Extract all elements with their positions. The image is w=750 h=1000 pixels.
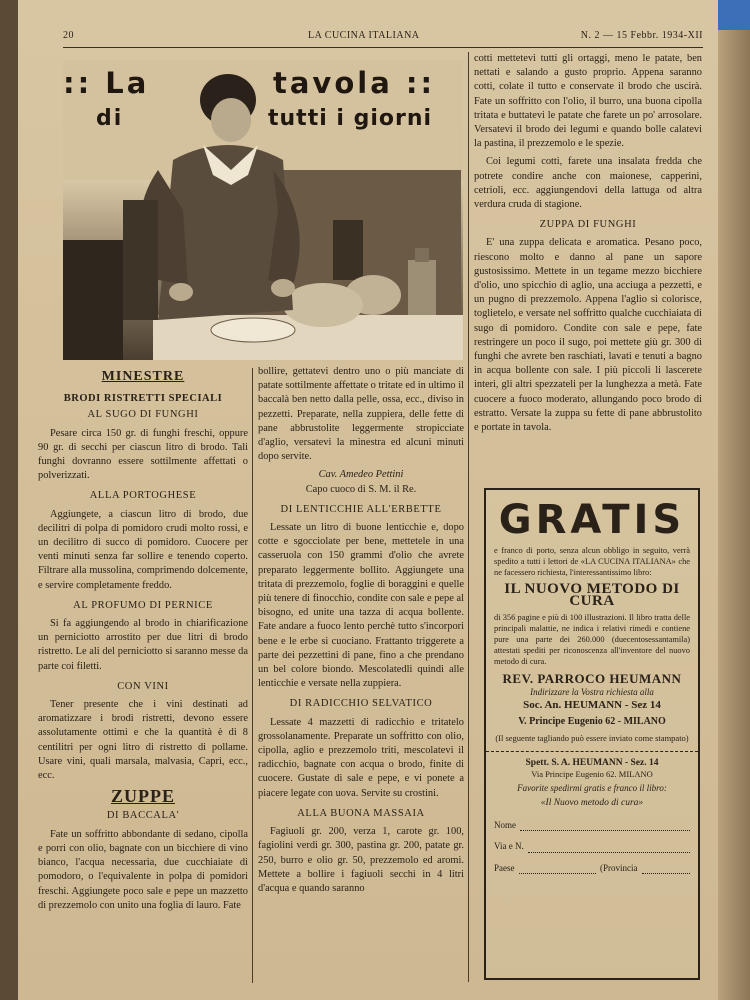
coupon-street-label: Via e N. — [494, 841, 524, 852]
ad-intro: e franco di porto, senza alcun obbligo in seguito, verrà spedito a tutti i lettori de «LA CUCINA ITALIANA» che ne facessero richiesta, l'interessantissimo libro: — [494, 546, 690, 577]
ad-company: Soc. An. HEUMANN - Sez 14 — [523, 699, 661, 712]
section-heading-zuppe: ZUPPE — [110, 786, 175, 807]
ad-book-description: di 356 pagine e più di 100 illustrazioni. Il libro tratta delle principali malattie, ne indica i relativi rimedi e contiene pure una parte dei 260.000 (duecentosessantamila) attestati spediti per riconoscenza all'inventore del nuovo metodo di cura. — [494, 613, 690, 666]
issue-info: N. 2 — 15 Febbr. 1934-XII — [580, 30, 703, 41]
recipe-text-brodi: Pesare circa 150 gr. di funghi freschi, oppure 90 gr. di secchi per ciascun litro di brodo. Tali funghi dovranno essere sottilmente affettati o polverizzati. — [38, 427, 248, 482]
gratis-advertisement — [484, 488, 700, 980]
page-number: 20 — [63, 30, 74, 41]
recipe-title-pernice: AL PROFUMO DI PERNICE — [73, 599, 213, 611]
title-tavola: tavola :: — [273, 66, 436, 100]
column-rule-2 — [468, 52, 469, 982]
title-la: :: La — [63, 66, 150, 100]
coupon-recipient-address: Via Principe Eugenio 62. MILANO — [531, 769, 653, 780]
column-2 — [258, 365, 464, 900]
coupon-town-field[interactable] — [494, 863, 690, 875]
recipe-text-portoghese: Aggiungete, a ciascun litro di brodo, due decilitri di polpa di pomidoro crudi molto rossi, e un decilitro di succo di pomidoro. Cuocere per venti minuti senza far sollire e tenendo coperto. Filtrare alla mussolina, comprimendo dolcemente, e servire completamente freddo. — [38, 508, 248, 591]
coupon-name-field[interactable] — [494, 820, 690, 832]
ad-address-intro: Indirizzare la Vostra richiesta alla — [530, 686, 654, 697]
coupon-town-line[interactable] — [519, 863, 597, 874]
magazine-name: LA CUCINA ITALIANA — [308, 30, 420, 41]
author-signature: Cav. Amedeo Pettini — [318, 469, 404, 481]
cook-photo — [63, 60, 463, 360]
coupon-province-label: (Provincia — [600, 862, 638, 873]
ad-coupon-note: (Il seguente tagliando può essere inviato come stampato) — [495, 733, 689, 744]
recipe-title-lenticchie: DI LENTICCHIE ALL'ERBETTE — [280, 503, 442, 515]
coupon-town-label: Paese — [494, 862, 515, 873]
coupon-recipient: Spett. S. A. HEUMANN - Sez. 14 — [525, 757, 659, 768]
page-header — [63, 30, 703, 46]
recipe-text-insalata: Coi legumi cotti, farete una insalata fredda che potrete condire anche con maionese, capperini, cetrioli, ecc. aggiungendovi della lattuga od altra verdura cruda di stagione. — [474, 156, 702, 211]
next-page-edge — [718, 30, 750, 1000]
ad-book-title: IL NUOVO METODO DI CURA — [504, 581, 680, 609]
recipe-title-brodi: BRODI RISTRETTI SPECIALI — [63, 393, 223, 405]
ad-address: V. Principe Eugenio 62 - MILANO — [518, 715, 666, 727]
column-3 — [474, 52, 702, 439]
column-rule-1 — [252, 368, 253, 983]
coupon-street-field[interactable] — [494, 841, 690, 853]
author-role: Capo cuoco di S. M. il Re. — [305, 483, 417, 495]
recipe-text-radicchio: Lessate 4 mazzetti di radicchio e tritatelo grossolanamente. Preparate un soffritto con olio, cipolla, aglio e prezzemolo triti, mescolatevi il radicchio, bagnate con acqua o brodo, finite di cuocere. Gustate di sale e pepe, e vi ponete a piacere legate con uova. Servite su crostini. — [258, 716, 464, 799]
recipe-title-zuppa-funghi: ZUPPA DI FUNGHI — [539, 219, 637, 231]
recipe-text-lenticchie: Lessate un litro di buone lenticchie e, dopo cotte e sgocciolate per bene, mettetele in una casseruola con 150 grammi d'olio che avrete preparato leggermente bollito. Aggiungete una tritata di prezzemolo, foglie di boraggini e quelle più tenere di finocchio, condite con sale e pepe al bisogno, ed unite una tazza di acqua bollente. Fate andare a fuoco lento perchè tutto s'incorpori bene e le erbe si cuociano. Frattanto triggerete a parte dei pezzettini di pane, fino a che prendano un bel colore biondo. Mescolatedli quindi alle lenticchie e versate nella zuppiera. — [258, 522, 464, 690]
header-rule — [63, 47, 703, 48]
coupon-cut-line — [486, 751, 698, 752]
recipe-text-massaia: Fagiuoli gr. 200, verza 1, carote gr. 100, fagiolini verdi gr. 300, pastina gr. 200, patate gr. 250, burro e olio gr. 50, prezzemolo ed aromi. Mettete a bollire i fagiuoli secchi in 4 litri d'acqua e quando saranno — [258, 826, 464, 894]
recipe-text-pernice: Si fa aggiungendo al brodo in chiarificazione un perniciotto arrostito per due litri di brodo ristretto. Le ali del perniciotto si saranno messe da parte coi filetti. — [38, 618, 248, 672]
recipe-text-baccala-cont: bollire, gettatevi dentro uno o più manciate di patate sottilmente affettate o tritate ed in ultimo il baccalà ben netto dalla pelle, ossa, ecc., diviso in pezzetti. Preparate, nella zuppiera, delle fette di pane abbrustolite leggermente stropicciate d'aglio, versatevi la minestra ed alcuni minuti dopo servite. — [258, 366, 464, 463]
recipe-title-baccala: DI BACCALA' — [106, 810, 180, 822]
recipe-subtitle-funghi: AL SUGO DI FUNGHI — [87, 409, 199, 421]
coupon-book-title: «Il Nuovo metodo di cura» — [540, 798, 644, 809]
coupon-province-line[interactable] — [642, 863, 690, 874]
section-heading-minestre: MINESTRE — [101, 369, 185, 384]
coupon-street-line[interactable] — [528, 842, 690, 853]
magazine-page — [18, 0, 718, 1000]
coupon-name-line[interactable] — [520, 820, 690, 831]
recipe-title-vini: CON VINI — [117, 680, 169, 692]
recipe-text-baccala: Fate un soffritto abbondante di sedano, cipolla e porri con olio, bagnate con un bicchiere di vino bianco, l'acqua necessaria, due cucchiaiate di pomodoro, o l'equivalente in polpa di pomidori freschi. Aggiungete poco sale e pepe un mazzetto di prezzemolo con unito una foglia di lauro. Fate — [38, 828, 248, 911]
coupon-request-text: Favorite spedirmi gratis e franco il libro: — [517, 782, 667, 793]
recipe-title-portoghese: ALLA PORTOGHESE — [89, 490, 197, 502]
title-tutti-i-giorni: tutti i giorni — [268, 106, 433, 131]
ad-author: REV. PARROCO HEUMANN — [502, 671, 682, 687]
coupon-name-label: Nome — [494, 819, 516, 830]
column-1 — [38, 370, 248, 917]
recipe-title-radicchio: DI RADICCHIO SELVATICO — [289, 698, 433, 710]
recipe-title-massaia: ALLA BUONA MASSAIA — [297, 807, 425, 819]
title-di: di — [96, 106, 124, 131]
recipe-text-massaia-cont: cotti mettetevi tutti gli ortaggi, meno le patate, ben nettati e salando a gusto proprio. Appena saranno cotti, colate il tutto e conservate il brodo che uscirà. Fate un soffritto con l'olio, il burro, una buona cipolla tritata e buttatevi le patate che farete un po' arrosolare. Versatevi il brodo dei legumi e quando bolle calatevi la pastina, il prezzemolo e le spezie. — [474, 53, 702, 150]
recipe-text-zuppa-funghi: E' una zuppa delicata e aromatica. Pesano poco, riescono molto e danno al pane un sapore gustosissimo. Mettete in un tegame mezzo bicchiere d'olio, uno spicchio di aglio, una acciuga a pezzetti, e un pugno di prezzemolo. Appena l'aglio si colorisce, toglietelo, e versate nel soffritto qualche cucchiaiata di sugo di pomidoro. Condite con sale e pepe, fate restringere un poco il sugo, poi mettete giù gr. 300 di funghi che avrete ben raschiati, lavati e tenuti a bagno in acqua bollente con sale. I più piccoli li lascerete interi, gli altri spezzateli per la lunghezza a metà. Fate cuocere a fuoco moderato, allungando poco brodo di estratto. Versate la zuppa su fette di pane abbrustolito e portate in tavola. — [474, 237, 702, 434]
recipe-text-vini: Tener presente che i vini destinati ad aromatizzare i brodi ristretti, devono essere assolutamente ottimi e che la quantità è di 8 centilitri per ogni litro di ristretto di pollame. Usare vini, quali marsala, malvasia, Capri, ecc., ecc. — [38, 699, 248, 782]
ad-headline: GRATIS — [498, 497, 686, 543]
